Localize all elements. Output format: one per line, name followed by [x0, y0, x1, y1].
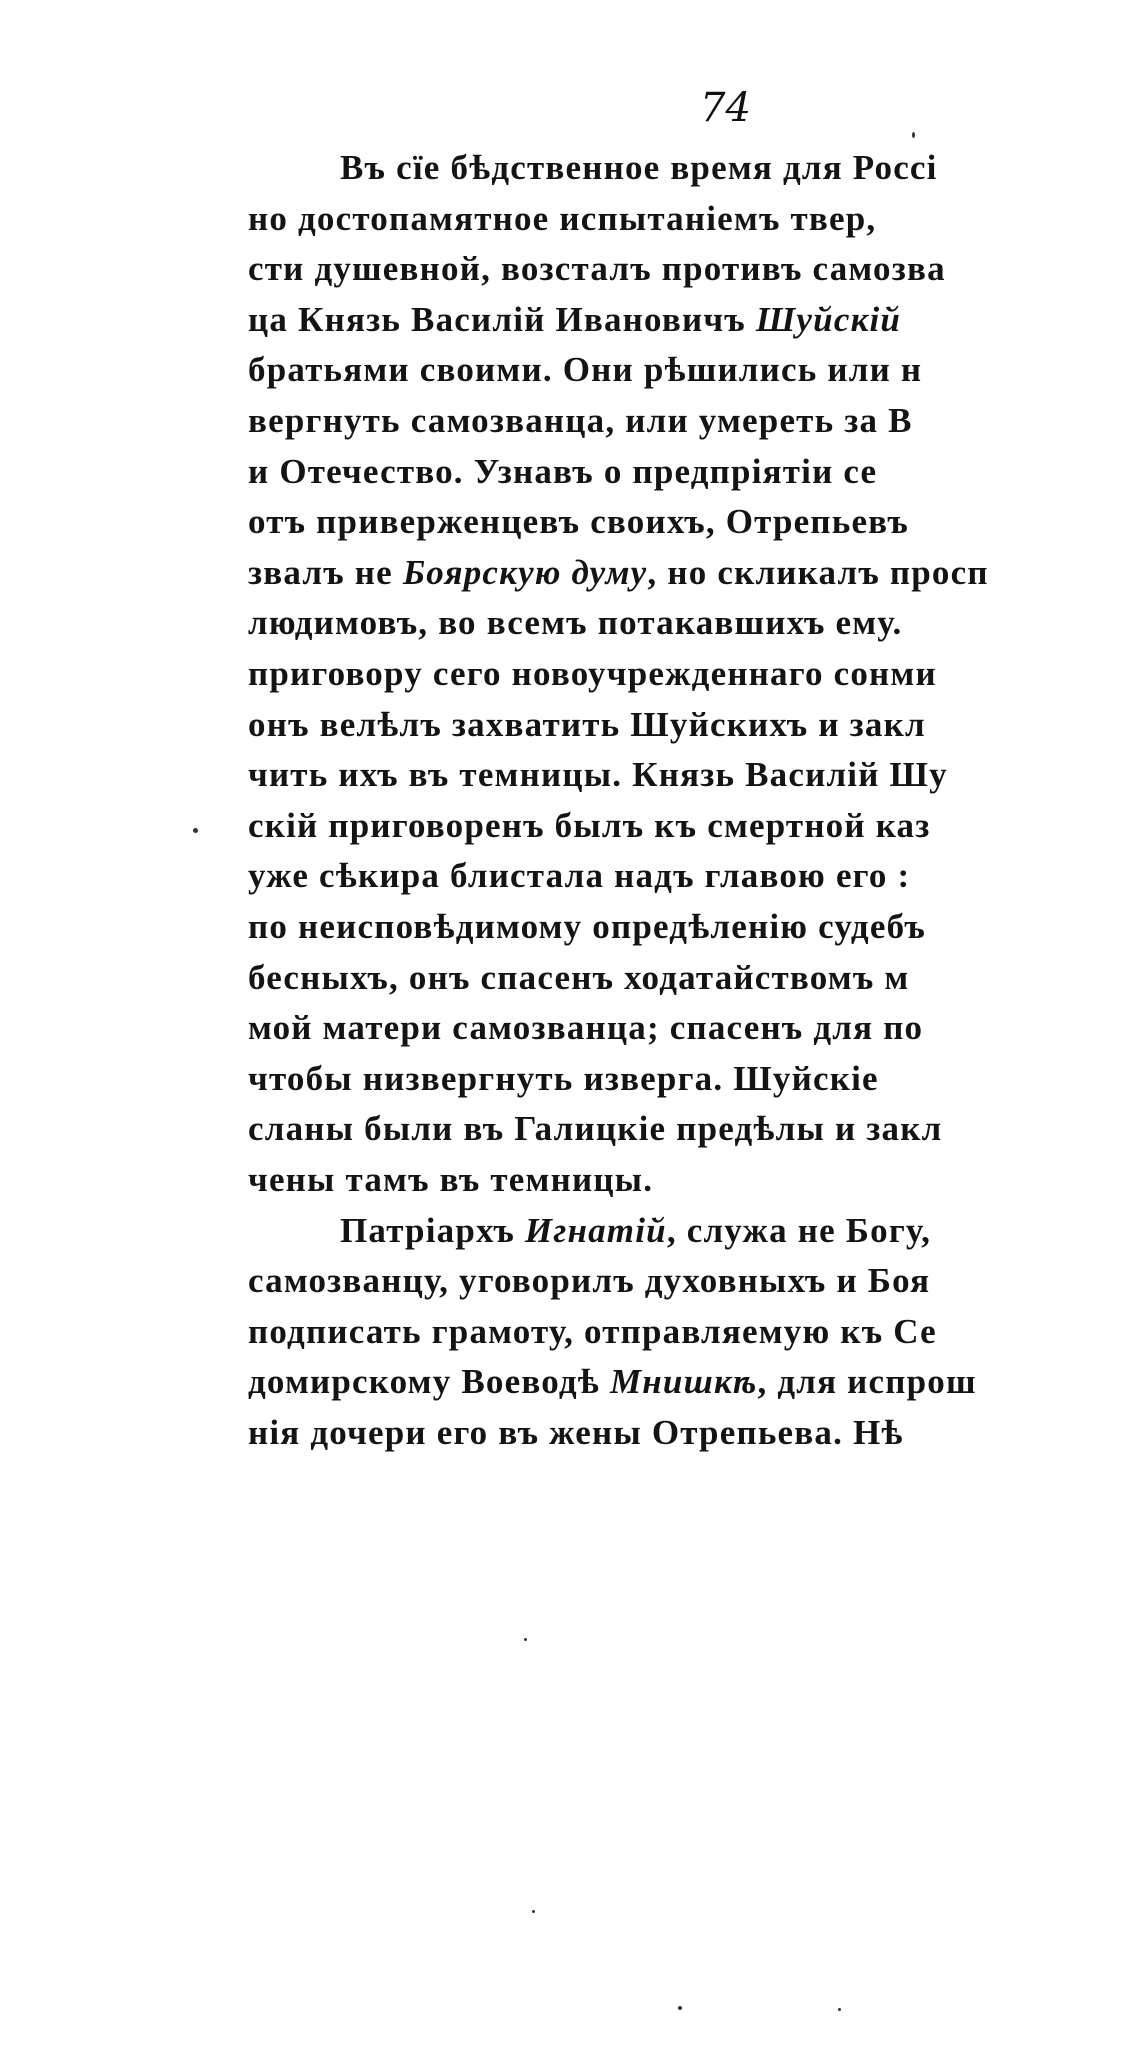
scan-speck: [193, 828, 198, 833]
italic-text-segment: Шуйскiй: [755, 299, 902, 339]
text-segment: чтобы низвергнуть изверга. Шуйскiе: [248, 1058, 879, 1098]
text-line: [248, 198, 877, 238]
scan-speck: [838, 2008, 841, 2011]
text-segment: бесныхъ, онъ спасенъ ходатайствомъ м: [248, 957, 910, 997]
text-segment: братьями своими. Они рѣшились или н: [248, 350, 923, 390]
text-segment: онъ велѣлъ захватить Шуйскихъ и закл: [248, 704, 926, 744]
text-segment: , для испрош: [757, 1362, 977, 1402]
italic-text-segment: Боярскую думу: [402, 552, 648, 592]
text-line: [248, 1008, 924, 1048]
text-segment: приговору сего новоучрежденнаго сонми: [248, 654, 937, 693]
text-line: [248, 957, 910, 997]
text-line: [248, 1261, 931, 1301]
italic-text-segment: Мнишкѣ: [609, 1362, 758, 1402]
text-segment: чены тамъ въ темницы.: [248, 1160, 654, 1199]
scan-speck: [532, 1910, 535, 1913]
text-segment: самозванцу, уговорилъ духовныхъ и Боя: [248, 1261, 931, 1301]
text-segment: людимовъ, во всемъ потакавшихъ ему.: [248, 603, 903, 643]
text-segment: вергнуть самозванца, или умереть за В: [248, 401, 913, 440]
text-line: [248, 909, 926, 944]
text-segment: мой матери самозванца; спасенъ для по: [248, 1008, 924, 1048]
text-line: [248, 1415, 904, 1450]
text-segment: звалъ не: [248, 552, 403, 592]
scan-speck: [912, 132, 915, 138]
scan-speck: [678, 2006, 682, 2010]
text-line: [248, 350, 923, 390]
text-line: [248, 1162, 653, 1197]
text-line: [248, 403, 913, 438]
text-line: [248, 603, 903, 643]
page-number: 74: [700, 85, 751, 131]
text-line: [248, 1058, 879, 1098]
text-segment: Въ сïе бѣдственное время для Россi: [340, 148, 938, 187]
text-line: [340, 1210, 932, 1250]
text-line: [248, 552, 989, 592]
text-segment: ца Князь Василiй Ивановичъ: [248, 299, 756, 339]
text-segment: сти душевной, возсталъ противъ самозва: [248, 249, 946, 289]
scan-speck: [524, 1638, 527, 1641]
text-line: [248, 856, 911, 896]
text-line: [248, 1109, 943, 1149]
text-segment: , служа не Богу,: [666, 1210, 932, 1250]
text-line: [248, 249, 946, 289]
text-segment: отъ приверженцевъ своихъ, Отрепьевъ: [248, 502, 910, 542]
text-line: [248, 704, 926, 744]
text-line: [248, 755, 948, 795]
text-line: [248, 1362, 977, 1402]
text-segment: , но скликалъ просп: [647, 552, 989, 592]
text-segment: чить ихъ въ темницы. Князь Василiй Шу: [248, 755, 948, 795]
text-line: [248, 502, 910, 542]
text-segment: домирскому Воеводѣ: [248, 1362, 610, 1402]
text-segment: Патрiархъ: [340, 1210, 525, 1250]
text-line: [248, 1311, 937, 1351]
text-line: [248, 805, 931, 845]
text-segment: подписать грамоту, отправляемую къ Се: [248, 1311, 937, 1351]
text-segment: нiя дочери его въ жены Отрепьева. Нѣ: [248, 1413, 904, 1452]
text-segment: сланы были въ Галицкiе предѣлы и закл: [248, 1109, 943, 1149]
text-segment: скiй приговоренъ былъ къ смертной каз: [248, 805, 931, 845]
text-segment: по неисповѣдимому опредѣленiю судебъ: [248, 907, 927, 946]
text-segment: и Отечество. Узнавъ о предпрiятiи се: [248, 451, 878, 491]
italic-text-segment: Игнатiй: [524, 1210, 667, 1250]
text-segment: уже сѣкира блистала надъ главою его :: [248, 856, 911, 896]
text-line: [248, 299, 902, 339]
text-segment: но достопамятное испытанiемъ твер,: [248, 198, 877, 238]
text-line: [248, 451, 878, 491]
text-line: [340, 150, 938, 185]
text-line: [248, 656, 937, 691]
